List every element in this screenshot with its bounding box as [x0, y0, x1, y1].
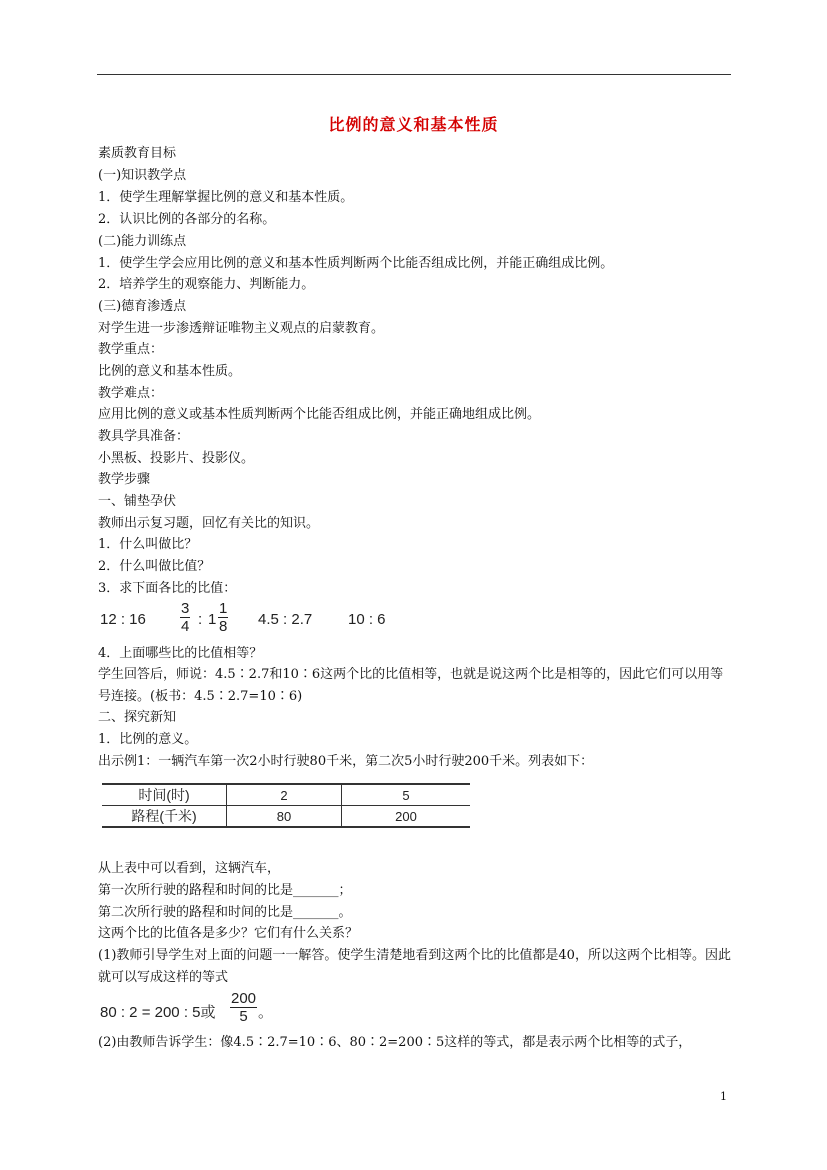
- text-line: 教具学具准备：: [98, 429, 190, 444]
- text-line: 2．培养学生的观察能力、判断能力。: [98, 277, 315, 292]
- equation-end: 。: [258, 1004, 274, 1021]
- text-line: 一、铺垫孕伏: [98, 494, 177, 509]
- fraction-1-8: $\frac{1}{8}$: [219, 600, 228, 635]
- text-line: 应用比例的意义或基本性质判断两个比能否组成比例，并能正确地组成比例。: [98, 407, 541, 422]
- text-line: 对学生进一步渗透辩证唯物主义观点的启蒙教育。: [98, 321, 385, 336]
- table-cell: 5: [342, 784, 471, 806]
- text-line: 教师出示复习题，回忆有关比的知识。: [98, 516, 320, 531]
- text-line: 3．求下面各比的比值：: [98, 581, 237, 596]
- page-number: 1: [720, 1090, 727, 1103]
- paragraph: (2)由教师告诉学生：像4.5∶2.7=10∶6、80∶2=200∶5这样的等式，都是表示两个比相等的式子，: [98, 1035, 692, 1050]
- text-line: (一)知识教学点: [98, 168, 187, 183]
- text-line: 素质教育目标: [98, 146, 177, 161]
- text-line: 第一次所行驶的路程和时间的比是_______；: [98, 883, 352, 898]
- text-line: 教学重点：: [98, 342, 164, 357]
- page-title: 比例的意义和基本性质: [328, 115, 499, 134]
- text-line: 小黑板、投影片、投影仪。: [98, 451, 255, 466]
- ratio-expressions: [100, 600, 500, 640]
- text-line: (三)德育渗透点: [98, 299, 187, 314]
- header-rule: [97, 74, 731, 75]
- text-line: 2．什么叫做比值？: [98, 559, 211, 574]
- mixed-whole: 1: [208, 611, 217, 628]
- text-line: 教学难点：: [98, 386, 164, 401]
- text-line: 1．使学生学会应用比例的意义和基本性质判断两个比能否组成比例，并能正确组成比例。: [98, 256, 614, 271]
- table-cell: 2: [227, 784, 342, 806]
- data-table: [102, 783, 470, 828]
- text-line: 这两个比的比值各是多少？它们有什么关系？: [98, 926, 359, 941]
- text-line: (二)能力训练点: [98, 234, 187, 249]
- text-line: 2．认识比例的各部分的名称。: [98, 212, 276, 227]
- ratio-colon: :: [198, 611, 203, 628]
- example-text: 出示例1：一辆汽车第一次2小时行驶80千米，第二次5小时行驶200千米。列表如下：: [98, 754, 594, 769]
- table-cell: 80: [227, 806, 342, 828]
- paragraph: (1)教师引导学生对上面的问题一一解答。使学生清楚地看到这两个比的比值都是40，所以这两个比相等。因此就可以写成这样的等式: [98, 948, 731, 985]
- table-cell: 路程(千米): [102, 806, 227, 828]
- ratio-4.5-2.7: 4.5 : 2.7: [258, 611, 313, 628]
- table-row: [102, 806, 470, 828]
- text-line: 从上表中可以看到，这辆汽车，: [98, 861, 281, 876]
- section-heading: 二、探究新知: [98, 710, 177, 725]
- fraction-3-4: $\frac{3}{4}$: [181, 600, 190, 635]
- text-line: 4．上面哪些比的比值相等？: [98, 646, 263, 661]
- ratio-12-16: 12 : 16: [100, 611, 146, 628]
- fraction-200-5: $\frac{200}{5}$: [231, 990, 257, 1025]
- text-line: 1．使学生理解掌握比例的意义和基本性质。: [98, 190, 354, 205]
- ratio-10-6: 10 : 6: [348, 611, 386, 628]
- answer-paragraph: 学生回答后，师说：4.5∶2.7和10∶6这两个比的比值相等，也就是说这两个比是相等的，因此它们可以用等号连接。(板书：4.5∶2.7=10∶6): [98, 667, 724, 704]
- text-line: 1．比例的意义。: [98, 732, 198, 747]
- equation-left: 80 : 2 = 200 : 5或: [100, 1004, 216, 1021]
- text-line: 1．什么叫做比？: [98, 537, 198, 552]
- table-row: [102, 784, 470, 806]
- table-cell: 200: [342, 806, 471, 828]
- table-cell: 时间(时): [102, 784, 227, 806]
- text-line: 第二次所行驶的路程和时间的比是_______。: [98, 905, 352, 920]
- text-line: 教学步骤: [98, 472, 151, 487]
- equation: [100, 990, 400, 1030]
- text-line: 比例的意义和基本性质。: [98, 364, 242, 379]
